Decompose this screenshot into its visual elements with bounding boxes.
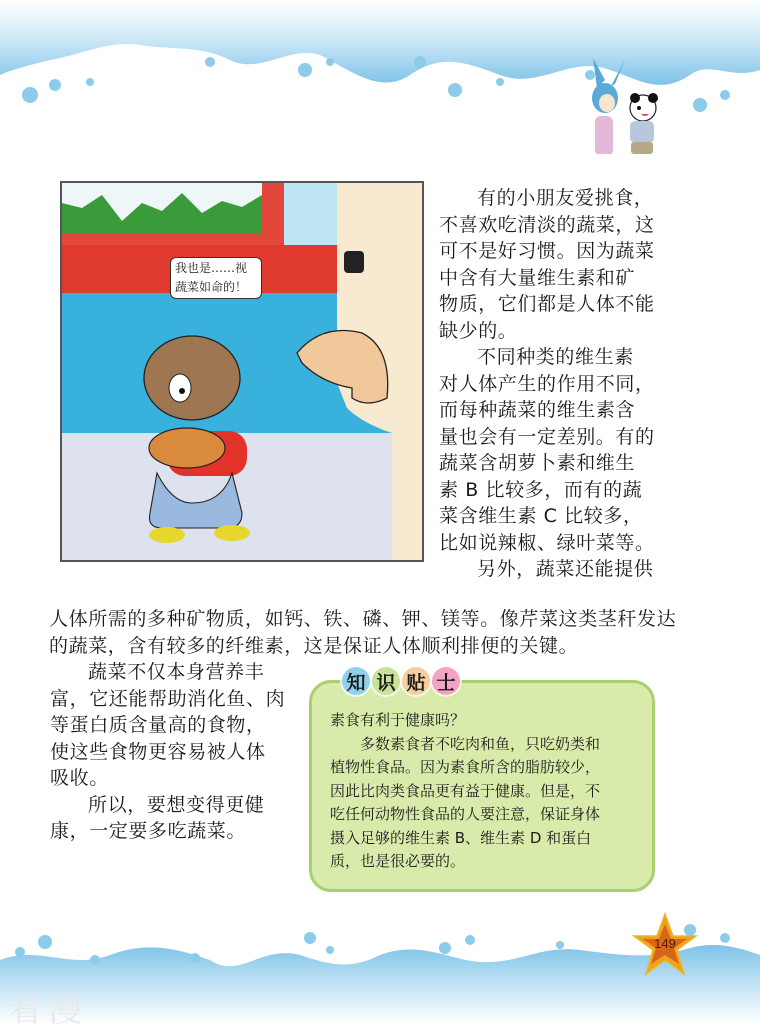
text-line: 不喜欢吃清淡的蔬菜，这 <box>439 213 655 236</box>
text-line: 比如说辣椒、绿叶菜等。 <box>439 531 655 554</box>
text-line: 缺少的。 <box>439 319 518 342</box>
text-line: 人体所需的多种矿物质，如钙、铁、磷、钾、镁等。像芹菜这类茎秆发达 <box>49 608 677 630</box>
article-full-width <box>49 606 729 659</box>
tips-title <box>342 667 460 695</box>
tips-line: 摄入足够的维生素 B、维生素 D 和蛋白 <box>330 828 592 847</box>
speech-bubble <box>170 257 262 299</box>
text-line: 不同种类的维生素 <box>477 346 634 368</box>
text-line: 另外，蔬菜还能提供 <box>477 558 654 580</box>
tips-body <box>330 709 646 874</box>
text-line: 使这些食物更容易被人体 <box>50 740 266 763</box>
comic-panel <box>60 181 424 562</box>
speech-line: 蔬菜如命的！ <box>175 280 248 294</box>
text-line: 量也会有一定差别。有的 <box>439 425 655 448</box>
text-line: 对人体产生的作用不同， <box>439 372 655 395</box>
text-line: 吸收。 <box>50 767 109 789</box>
text-line: 素 B 比较多，而有的蔬 <box>439 478 643 501</box>
text-line: 中含有大量维生素和矿 <box>439 266 636 289</box>
text-line: 的蔬菜，含有较多的纤维素，这是保证人体顺利排便的关键。 <box>49 634 579 657</box>
text-line: 康，一定要多吃蔬菜。 <box>50 820 247 842</box>
text-line: 等蛋白质含量高的食物， <box>50 714 266 736</box>
page-number: 149 <box>654 936 676 951</box>
tips-title-char: 知 <box>342 667 370 695</box>
speech-line: 我也是……视 <box>175 261 248 275</box>
watermark: 看漫 <box>8 990 88 1030</box>
text-line: 富，它还能帮助消化鱼、肉 <box>50 687 286 710</box>
tips-title-char: 士 <box>432 667 460 695</box>
text-line: 可不是好习惯。因为蔬菜 <box>439 240 655 262</box>
text-line: 物质，它们都是人体不能 <box>439 293 655 315</box>
tips-title-char: 识 <box>372 667 400 695</box>
tips-line: 吃任何动物性食品的人要注意，保证身体 <box>330 805 601 823</box>
comic-illustration <box>62 183 424 562</box>
text-line: 蔬菜含胡萝卜素和维生 <box>439 452 636 474</box>
text-line: 蔬菜不仅本身营养丰 <box>88 661 265 683</box>
text-line: 有的小朋友爱挑食， <box>477 187 654 209</box>
article-right-column <box>439 185 659 583</box>
text-line: 而每种蔬菜的维生素含 <box>439 399 636 421</box>
tips-title-char: 贴 <box>402 667 430 695</box>
text-line: 菜含维生素 C 比较多， <box>439 505 643 527</box>
mascot-characters <box>565 58 685 168</box>
tips-line: 质，也是很必要的。 <box>330 852 466 870</box>
article-left-column <box>50 659 290 845</box>
tips-line: 多数素食者不吃肉和鱼，只吃奶类和 <box>360 734 601 753</box>
tips-line: 因此比肉类食品更有益于健康。但是，不 <box>330 781 601 800</box>
tips-question: 素食有利于健康吗？ <box>330 711 466 729</box>
tips-line: 植物性食品。因为素食所含的脂肪较少， <box>330 758 601 776</box>
text-line: 所以，要想变得更健 <box>88 793 265 816</box>
